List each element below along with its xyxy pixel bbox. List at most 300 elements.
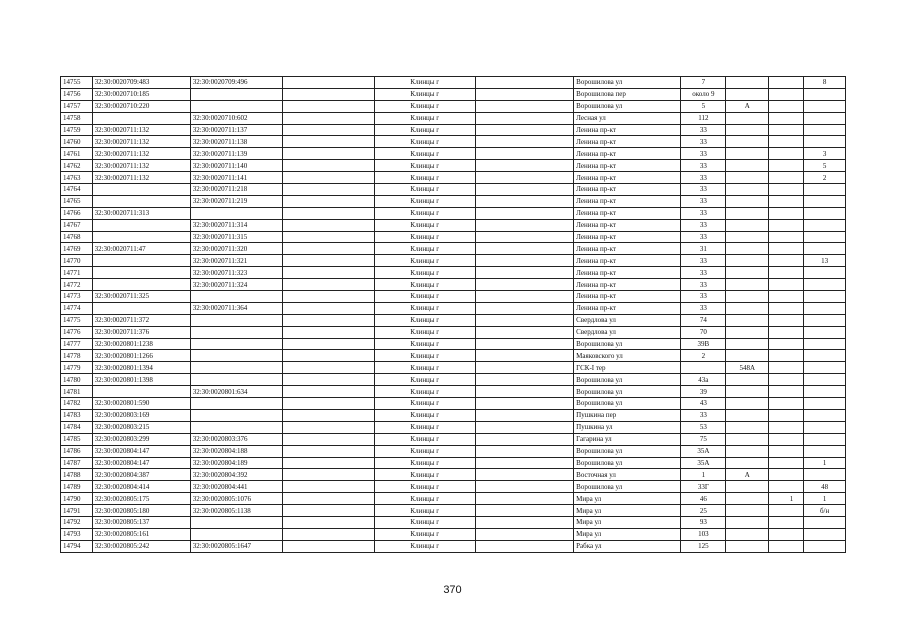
cell-street: Свердлова ул (574, 314, 681, 326)
cell-building (769, 219, 804, 231)
cell-blank (283, 350, 374, 362)
cell-street: Ворошилова ул (574, 338, 681, 350)
cell-blank (283, 516, 374, 528)
cell-cad2: 32:30:0020711:321 (190, 255, 282, 267)
cell-num: 14757 (61, 100, 93, 112)
cell-street: Ворошилова ул (574, 481, 681, 493)
cell-apt: 2 (804, 172, 846, 184)
cell-cad2: 32:30:0020801:634 (190, 386, 282, 398)
cell-blank (283, 279, 374, 291)
cell-apt (804, 184, 846, 196)
cell-house: 33 (681, 279, 726, 291)
cell-building (769, 172, 804, 184)
cell-num: 14762 (61, 160, 93, 172)
cell-cad2 (190, 326, 282, 338)
cell-building (769, 279, 804, 291)
cell-house: 33 (681, 207, 726, 219)
cell-num: 14759 (61, 124, 93, 136)
cell-apt (804, 469, 846, 481)
cell-building (769, 100, 804, 112)
cell-building (769, 481, 804, 493)
cell-cad2: 32:30:0020711:141 (190, 172, 282, 184)
table-row (61, 231, 846, 243)
cell-num: 14781 (61, 386, 93, 398)
cell-blank2 (476, 528, 574, 540)
table-row (61, 195, 846, 207)
table-row (61, 528, 846, 540)
cell-apt (804, 279, 846, 291)
cell-letter (726, 445, 769, 457)
table-row (61, 326, 846, 338)
cell-building (769, 362, 804, 374)
cell-apt (804, 207, 846, 219)
cell-blank (283, 386, 374, 398)
cell-apt (804, 350, 846, 362)
cell-building (769, 469, 804, 481)
cell-building (769, 314, 804, 326)
cell-apt (804, 195, 846, 207)
table-row (61, 457, 846, 469)
cell-house: 31 (681, 243, 726, 255)
cell-street: Ворошилова ул (574, 386, 681, 398)
cell-house: 25 (681, 505, 726, 517)
cell-letter: А (726, 100, 769, 112)
cell-num: 14775 (61, 314, 93, 326)
table-row (61, 124, 846, 136)
cell-house: 43 (681, 398, 726, 410)
cell-city: Клинцы г (374, 421, 476, 433)
cell-city: Клинцы г (374, 338, 476, 350)
cell-building (769, 350, 804, 362)
cell-cad1: 32:30:0020801:590 (92, 398, 190, 410)
cell-blank (283, 195, 374, 207)
cell-apt (804, 136, 846, 148)
cell-blank2 (476, 386, 574, 398)
cell-num: 14756 (61, 88, 93, 100)
cell-city: Клинцы г (374, 231, 476, 243)
cell-house: 46 (681, 493, 726, 505)
cell-street: Ленина пр-кт (574, 207, 681, 219)
cell-letter (726, 136, 769, 148)
cell-cad2 (190, 314, 282, 326)
cell-apt (804, 112, 846, 124)
cell-blank (283, 124, 374, 136)
table-row (61, 255, 846, 267)
cell-cad1: 32:30:0020711:325 (92, 291, 190, 303)
cell-street: Ленина пр-кт (574, 231, 681, 243)
cell-apt (804, 267, 846, 279)
cell-blank (283, 160, 374, 172)
cell-house: 39В (681, 338, 726, 350)
cell-blank (283, 243, 374, 255)
cell-num: 14779 (61, 362, 93, 374)
cell-building (769, 528, 804, 540)
cell-building (769, 124, 804, 136)
cell-cad1: 32:30:0020711:376 (92, 326, 190, 338)
cell-house: 103 (681, 528, 726, 540)
cell-cad2: 32:30:0020711:315 (190, 231, 282, 243)
cell-house: 70 (681, 326, 726, 338)
cell-city: Клинцы г (374, 481, 476, 493)
cell-city: Клинцы г (374, 326, 476, 338)
cell-apt: 1 (804, 493, 846, 505)
cell-cad2: 32:30:0020711:324 (190, 279, 282, 291)
cell-cad1: 32:30:0020804:414 (92, 481, 190, 493)
cell-blank2 (476, 516, 574, 528)
table-row (61, 338, 846, 350)
cell-city: Клинцы г (374, 219, 476, 231)
cell-city: Клинцы г (374, 386, 476, 398)
cell-blank2 (476, 302, 574, 314)
cell-cad1: 32:30:0020711:372 (92, 314, 190, 326)
cell-num: 14780 (61, 374, 93, 386)
cell-cad2: 32:30:0020711:323 (190, 267, 282, 279)
cell-cad1: 32:30:0020711:132 (92, 124, 190, 136)
cell-blank2 (476, 255, 574, 267)
cell-blank (283, 231, 374, 243)
table-row (61, 302, 846, 314)
cell-cad2 (190, 421, 282, 433)
table-row (61, 493, 846, 505)
cell-num: 14791 (61, 505, 93, 517)
cell-blank (283, 362, 374, 374)
cell-building (769, 433, 804, 445)
cell-building (769, 88, 804, 100)
cell-num: 14772 (61, 279, 93, 291)
cell-cad2: 32:30:0020711:140 (190, 160, 282, 172)
cell-cad2: 32:30:0020804:392 (190, 469, 282, 481)
cell-blank2 (476, 124, 574, 136)
cell-num: 14785 (61, 433, 93, 445)
cell-letter (726, 219, 769, 231)
table-row (61, 291, 846, 303)
cell-blank (283, 540, 374, 552)
cell-num: 14794 (61, 540, 93, 552)
cell-letter (726, 112, 769, 124)
cell-city: Клинцы г (374, 88, 476, 100)
cell-letter (726, 231, 769, 243)
cell-apt (804, 433, 846, 445)
cell-letter: А (726, 469, 769, 481)
cell-blank2 (476, 326, 574, 338)
cell-building (769, 302, 804, 314)
cell-blank (283, 374, 374, 386)
cell-blank2 (476, 136, 574, 148)
cell-street: Лесная ул (574, 112, 681, 124)
cell-num: 14764 (61, 184, 93, 196)
cell-blank (283, 172, 374, 184)
cell-house: 5 (681, 100, 726, 112)
cell-blank (283, 207, 374, 219)
cell-apt (804, 409, 846, 421)
cell-blank2 (476, 398, 574, 410)
cell-city: Клинцы г (374, 279, 476, 291)
cell-cad1: 32:30:0020801:1266 (92, 350, 190, 362)
cell-blank (283, 314, 374, 326)
cell-blank2 (476, 469, 574, 481)
cell-cad1 (92, 255, 190, 267)
cell-blank (283, 528, 374, 540)
cell-building (769, 255, 804, 267)
cell-letter (726, 314, 769, 326)
cell-building (769, 421, 804, 433)
cell-apt: 5 (804, 160, 846, 172)
cell-num: 14782 (61, 398, 93, 410)
cell-house: 75 (681, 433, 726, 445)
cell-blank2 (476, 291, 574, 303)
cell-letter (726, 77, 769, 89)
cell-cad1 (92, 302, 190, 314)
cell-letter (726, 88, 769, 100)
cell-street: Мира ул (574, 516, 681, 528)
cell-blank (283, 398, 374, 410)
cell-cad1: 32:30:0020710:220 (92, 100, 190, 112)
cell-apt (804, 338, 846, 350)
cell-cad2: 32:30:0020805:1076 (190, 493, 282, 505)
cell-cad1: 32:30:0020803:299 (92, 433, 190, 445)
cell-house: около 9 (681, 88, 726, 100)
cell-cad1: 32:30:0020711:313 (92, 207, 190, 219)
cell-blank2 (476, 172, 574, 184)
cell-street: Ленина пр-кт (574, 243, 681, 255)
cell-building: 1 (769, 493, 804, 505)
cell-house: 7 (681, 77, 726, 89)
cell-num: 14790 (61, 493, 93, 505)
cell-num: 14792 (61, 516, 93, 528)
cell-city: Клинцы г (374, 457, 476, 469)
cell-blank (283, 112, 374, 124)
cell-letter (726, 433, 769, 445)
cell-cad2 (190, 291, 282, 303)
cell-blank2 (476, 148, 574, 160)
cell-cad1: 32:30:0020804:147 (92, 457, 190, 469)
cell-letter (726, 528, 769, 540)
cell-cad2: 32:30:0020711:320 (190, 243, 282, 255)
cell-cad2: 32:30:0020710:602 (190, 112, 282, 124)
cell-house: 33 (681, 302, 726, 314)
cell-cad1: 32:30:0020805:242 (92, 540, 190, 552)
cell-blank (283, 267, 374, 279)
cell-building (769, 231, 804, 243)
cell-letter (726, 302, 769, 314)
cell-num: 14770 (61, 255, 93, 267)
cell-cad2: 32:30:0020804:188 (190, 445, 282, 457)
cell-building (769, 291, 804, 303)
cell-street: Ворошилова ул (574, 77, 681, 89)
cell-house: 33 (681, 267, 726, 279)
cell-blank (283, 88, 374, 100)
cell-cad2: 32:30:0020711:139 (190, 148, 282, 160)
cell-cad2: 32:30:0020711:364 (190, 302, 282, 314)
cell-city: Клинцы г (374, 136, 476, 148)
cell-letter (726, 124, 769, 136)
table-row (61, 421, 846, 433)
table-row (61, 386, 846, 398)
cell-city: Клинцы г (374, 469, 476, 481)
cell-cad1: 32:30:0020804:147 (92, 445, 190, 457)
cell-building (769, 409, 804, 421)
cell-letter: 548А (726, 362, 769, 374)
cell-blank (283, 219, 374, 231)
cell-building (769, 398, 804, 410)
cell-blank2 (476, 100, 574, 112)
cell-blank2 (476, 88, 574, 100)
cell-city: Клинцы г (374, 124, 476, 136)
cell-cad1 (92, 267, 190, 279)
cell-street: Ворошилова ул (574, 398, 681, 410)
table-row (61, 100, 846, 112)
cell-street: Мира ул (574, 528, 681, 540)
cell-cad2 (190, 207, 282, 219)
cell-cad1 (92, 386, 190, 398)
cell-house: 33 (681, 409, 726, 421)
cell-apt (804, 100, 846, 112)
cell-street: Ленина пр-кт (574, 124, 681, 136)
cell-cad2 (190, 516, 282, 528)
cell-blank2 (476, 493, 574, 505)
cell-cad2: 32:30:0020805:1647 (190, 540, 282, 552)
cell-apt (804, 445, 846, 457)
cell-cad2: 32:30:0020711:314 (190, 219, 282, 231)
cell-street: Ленина пр-кт (574, 279, 681, 291)
cell-blank2 (476, 338, 574, 350)
cell-house: 33 (681, 231, 726, 243)
cell-letter (726, 160, 769, 172)
cell-letter (726, 505, 769, 517)
cell-city: Клинцы г (374, 267, 476, 279)
cell-building (769, 184, 804, 196)
cell-building (769, 374, 804, 386)
cell-house: 35А (681, 457, 726, 469)
cell-city: Клинцы г (374, 207, 476, 219)
cell-apt (804, 540, 846, 552)
cell-house: 39 (681, 386, 726, 398)
cell-blank2 (476, 421, 574, 433)
cell-blank2 (476, 505, 574, 517)
cell-num: 14793 (61, 528, 93, 540)
cell-num: 14786 (61, 445, 93, 457)
cell-letter (726, 421, 769, 433)
cell-letter (726, 279, 769, 291)
cell-cad2 (190, 350, 282, 362)
table-row (61, 112, 846, 124)
cell-cad1: 32:30:0020710:185 (92, 88, 190, 100)
cell-num: 14783 (61, 409, 93, 421)
cell-cad1 (92, 112, 190, 124)
cell-street: Ленина пр-кт (574, 267, 681, 279)
cell-cad1 (92, 219, 190, 231)
cell-street: Ленина пр-кт (574, 160, 681, 172)
cell-cad1: 32:30:0020801:1394 (92, 362, 190, 374)
cell-apt: 13 (804, 255, 846, 267)
cell-blank2 (476, 112, 574, 124)
cell-num: 14774 (61, 302, 93, 314)
cell-cad2 (190, 409, 282, 421)
cell-house: 33 (681, 219, 726, 231)
cell-blank (283, 469, 374, 481)
cell-house: 33 (681, 148, 726, 160)
cell-cad1: 32:30:0020804:387 (92, 469, 190, 481)
cell-blank (283, 445, 374, 457)
cell-street: Восточная ул (574, 469, 681, 481)
cell-city: Клинцы г (374, 433, 476, 445)
cell-letter (726, 267, 769, 279)
cell-apt (804, 124, 846, 136)
cell-letter (726, 172, 769, 184)
cell-blank2 (476, 160, 574, 172)
cell-num: 14789 (61, 481, 93, 493)
cell-blank2 (476, 433, 574, 445)
cell-apt (804, 243, 846, 255)
cell-cad1 (92, 195, 190, 207)
cell-building (769, 77, 804, 89)
cell-blank2 (476, 362, 574, 374)
cell-cad1: 32:30:0020805:161 (92, 528, 190, 540)
table-row (61, 184, 846, 196)
cell-building (769, 386, 804, 398)
cell-city: Клинцы г (374, 77, 476, 89)
cell-cad1: 32:30:0020805:137 (92, 516, 190, 528)
cell-street: Ленина пр-кт (574, 184, 681, 196)
table-row (61, 77, 846, 89)
cell-apt (804, 421, 846, 433)
cell-house: 33 (681, 172, 726, 184)
cell-blank2 (476, 350, 574, 362)
cell-blank2 (476, 279, 574, 291)
cell-cad1: 32:30:0020803:215 (92, 421, 190, 433)
table-row (61, 409, 846, 421)
cell-building (769, 112, 804, 124)
cell-cad1: 32:30:0020711:132 (92, 136, 190, 148)
cell-city: Клинцы г (374, 160, 476, 172)
cell-building (769, 207, 804, 219)
cell-cad1 (92, 184, 190, 196)
cell-cad2: 32:30:0020711:138 (190, 136, 282, 148)
cell-street: Ворошилова ул (574, 100, 681, 112)
cell-house: 43а (681, 374, 726, 386)
cell-blank2 (476, 481, 574, 493)
cell-blank (283, 493, 374, 505)
cell-city: Клинцы г (374, 314, 476, 326)
cell-building (769, 326, 804, 338)
table-row (61, 445, 846, 457)
table-row (61, 505, 846, 517)
cell-city: Клинцы г (374, 100, 476, 112)
cell-city: Клинцы г (374, 291, 476, 303)
cell-city: Клинцы г (374, 195, 476, 207)
cell-cad2: 32:30:0020711:218 (190, 184, 282, 196)
cell-cad2: 32:30:0020805:1138 (190, 505, 282, 517)
cell-apt (804, 302, 846, 314)
cell-cad2: 32:30:0020803:376 (190, 433, 282, 445)
cell-building (769, 540, 804, 552)
cell-city: Клинцы г (374, 172, 476, 184)
cell-blank (283, 148, 374, 160)
cell-building (769, 338, 804, 350)
cell-blank2 (476, 445, 574, 457)
cell-num: 14768 (61, 231, 93, 243)
cell-street: Пушкина ул (574, 421, 681, 433)
cell-building (769, 516, 804, 528)
table-row (61, 279, 846, 291)
cell-blank (283, 136, 374, 148)
cell-house: 33 (681, 291, 726, 303)
cell-blank2 (476, 267, 574, 279)
cell-cad2 (190, 398, 282, 410)
cell-blank (283, 100, 374, 112)
cell-city: Клинцы г (374, 528, 476, 540)
cell-blank2 (476, 231, 574, 243)
